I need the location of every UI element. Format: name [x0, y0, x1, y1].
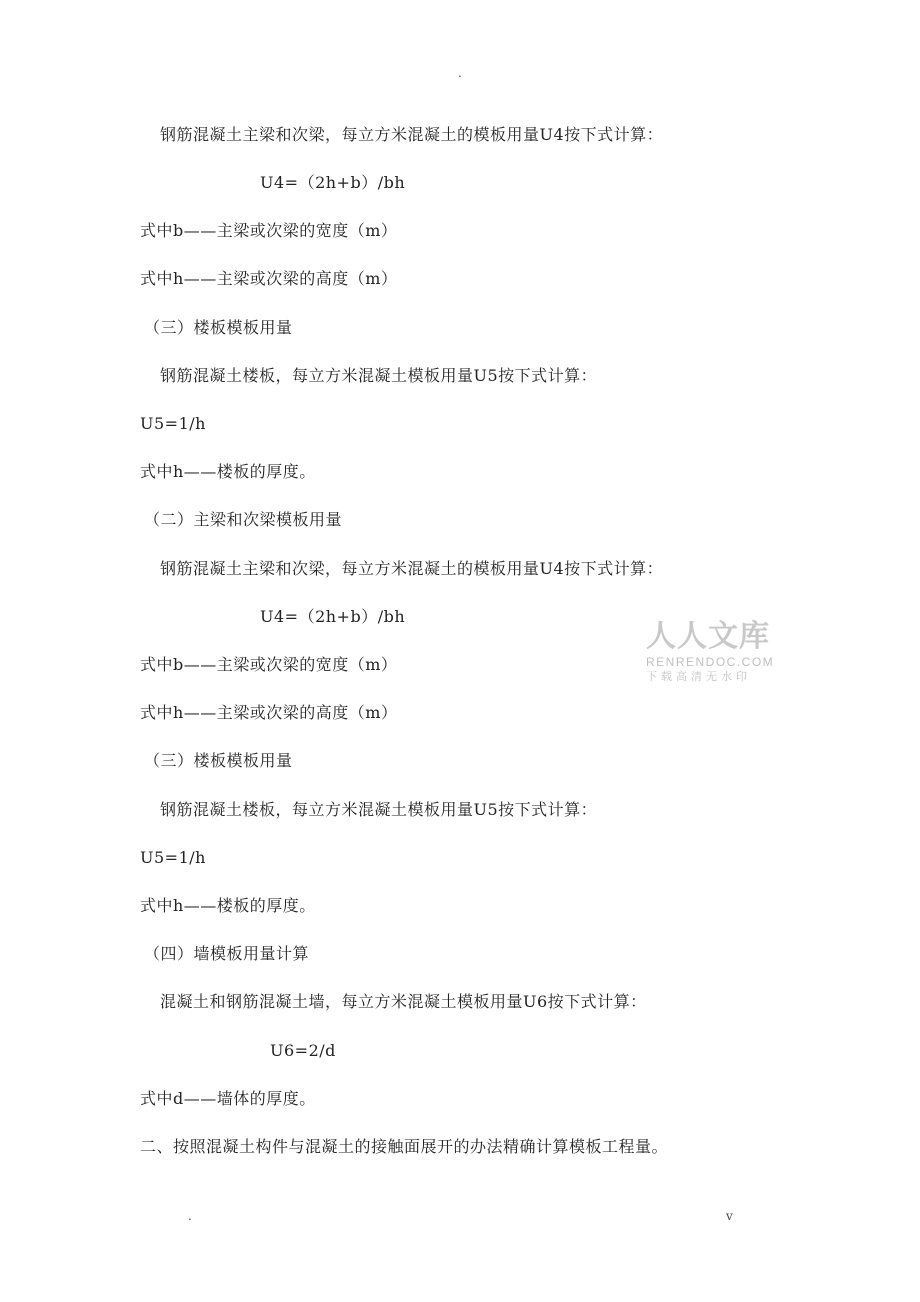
- watermark-site: RENRENDOC.COM: [646, 655, 775, 669]
- footer-left-mark: .: [188, 1209, 192, 1223]
- section-heading: （四）墙模板用量计算: [144, 944, 310, 963]
- definition-slab-h: 式中h——楼板的厚度。: [140, 462, 316, 481]
- definition-slab-h: 式中h——楼板的厚度。: [140, 896, 316, 915]
- definition-d: 式中d——墙体的厚度。: [140, 1089, 316, 1108]
- formula-u5: U5=1/h: [140, 848, 206, 867]
- paragraph-wall-intro: 混凝土和钢筋混凝土墙，每立方米混凝土模板用量U6按下式计算：: [160, 992, 647, 1011]
- formula-u5: U5=1/h: [140, 414, 206, 433]
- definition-h: 式中h——主梁或次梁的高度（m）: [140, 703, 398, 722]
- section-heading: （三）楼板模板用量: [144, 751, 293, 770]
- watermark-title: 人人文库: [646, 619, 770, 654]
- definition-h: 式中h——主梁或次梁的高度（m）: [140, 269, 398, 288]
- watermark-logo: [646, 619, 776, 685]
- watermark-subtitle: 下载高清无水印: [646, 670, 751, 683]
- paragraph-beam-intro: 钢筋混凝土主梁和次梁，每立方米混凝土的模板用量U4按下式计算：: [160, 559, 664, 578]
- paragraph-slab-intro: 钢筋混凝土楼板，每立方米混凝土模板用量U5按下式计算：: [160, 366, 598, 385]
- definition-b: 式中b——主梁或次梁的宽度（m）: [140, 221, 398, 240]
- header-mark: .: [458, 66, 462, 80]
- paragraph-slab-intro: 钢筋混凝土楼板，每立方米混凝土模板用量U5按下式计算：: [160, 800, 598, 819]
- section-heading: （二）主梁和次梁模板用量: [144, 510, 343, 529]
- footer-right-mark: v: [726, 1209, 733, 1223]
- section-heading: （三）楼板模板用量: [144, 318, 293, 337]
- formula-u6: U6=2/d: [270, 1041, 336, 1060]
- formula-u4: U4=（2h+b）/bh: [260, 607, 406, 626]
- definition-b: 式中b——主梁或次梁的宽度（m）: [140, 655, 398, 674]
- chapter-heading: 二、按照混凝土构件与混凝土的接触面展开的办法精确计算模板工程量。: [140, 1137, 669, 1156]
- paragraph-beam-intro: 钢筋混凝土主梁和次梁，每立方米混凝土的模板用量U4按下式计算：: [160, 125, 664, 144]
- formula-u4: U4=（2h+b）/bh: [260, 173, 406, 192]
